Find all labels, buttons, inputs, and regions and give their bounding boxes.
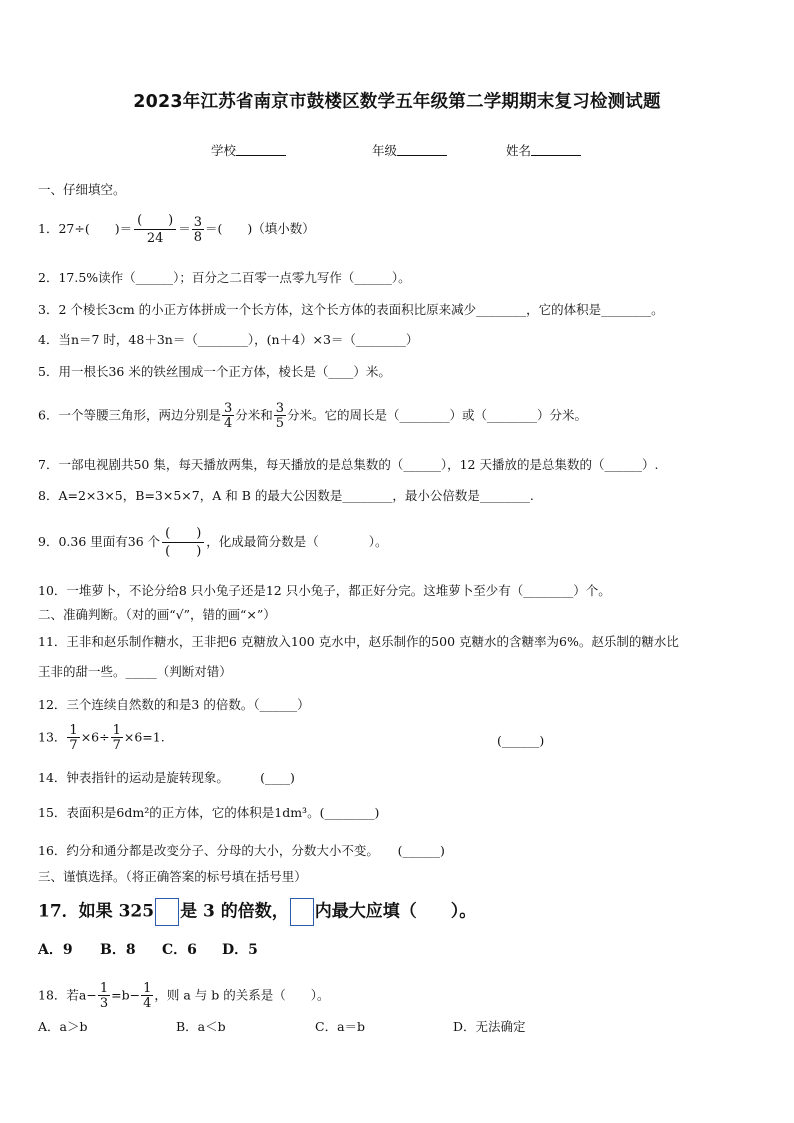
grade-field[interactable] bbox=[372, 141, 447, 159]
fraction: $\frac{1}{7}$ bbox=[112, 723, 121, 753]
question-16: 16．约分和通分都是改变分子、分母的大小，分数大小不变。 (______) bbox=[38, 843, 445, 858]
question-15: 15．表面积是6dm²的正方体，它的体积是1dm³。(________) bbox=[38, 805, 380, 820]
page-title: 2023年江苏省南京市鼓楼区数学五年级第二学期期末复习检测试题 bbox=[133, 92, 661, 112]
option-a[interactable]: A．9 bbox=[38, 942, 73, 958]
option-b[interactable]: B．8 bbox=[100, 942, 136, 958]
option-a[interactable]: A．a＞b bbox=[38, 1019, 88, 1034]
fraction: $\frac{3}{5}$ bbox=[275, 401, 285, 431]
question-12: 12．三个连续自然数的和是3 的倍数。（______） bbox=[38, 697, 310, 712]
question-6: 6．一个等腰三角形，两边分别是 $\frac{3}{4}$ 分米和 $\frac{3}{5}$ 分米。它的周长是（________）或（________）分米。 bbox=[38, 401, 588, 431]
school-label: 学校 bbox=[211, 143, 237, 158]
question-2: 2．17.5%读作（______）；百分之二百零一点零九写作（______）。 bbox=[38, 270, 411, 285]
section-heading-2: 二、准确判断。（对的画“√”，错的画“×”） bbox=[38, 607, 276, 622]
option-b[interactable]: B．a＜b bbox=[176, 1019, 226, 1034]
question-13-blank[interactable]: (______) bbox=[497, 733, 545, 748]
section-heading-3: 三、谨慎选择。（将正确答案的标号填在括号里） bbox=[38, 869, 307, 884]
question-8: 8．A=2×3×5，B=3×5×7，A 和 B 的最大公因数是________，最小公倍数是________. bbox=[38, 488, 534, 503]
question-18: 18．若a− $\frac{1}{3}$ =b− $\frac{1}{4}$ ，则 a 与 b 的关系是（ ）。 bbox=[38, 981, 330, 1011]
question-10: 10．一堆萝卜，不论分给8 只小兔子还是12 只小兔子，都正好分完。这堆萝卜至少有（________）个。 bbox=[38, 583, 611, 598]
question-9: 9．0.36 里面有36 个 $\frac{( )}{( )}$ ，化成最简分数是（ ）。 bbox=[38, 526, 388, 559]
question-11-cont: 王非的甜一些。_____（判断对错） bbox=[38, 664, 232, 679]
name-label: 姓名 bbox=[506, 143, 532, 158]
option-d[interactable]: D．5 bbox=[222, 942, 258, 958]
answer-box[interactable] bbox=[290, 898, 314, 926]
fraction: $\frac{1}{4}$ bbox=[143, 981, 152, 1011]
fraction: $\frac{( )}{24}$ bbox=[134, 214, 176, 245]
fraction: $\frac{1}{3}$ bbox=[99, 981, 109, 1011]
name-field[interactable] bbox=[506, 141, 581, 159]
question-3: 3．2 个棱长3cm 的小正方体拼成一个长方体，这个长方体的表面积比原来减少________，它的体积是________。 bbox=[38, 302, 664, 317]
option-c[interactable]: C．a＝b bbox=[315, 1019, 366, 1034]
section-heading-1: 一、仔细填空。 bbox=[38, 182, 126, 197]
grade-label: 年级 bbox=[372, 143, 398, 158]
option-d[interactable]: D．无法确定 bbox=[453, 1019, 526, 1034]
answer-box[interactable] bbox=[155, 898, 179, 926]
question-7: 7．一部电视剧共50 集，每天播放两集，每天播放的是总集数的（______），12 天播放的是总集数的（______）. bbox=[38, 457, 659, 472]
question-14: 14．钟表指针的运动是旋转现象。 (____) bbox=[38, 770, 295, 785]
question-1: 1．27÷( )＝ $\frac{( )}{24}$ ＝ $\frac{3}{8}$ ＝( )（填小数） bbox=[38, 213, 315, 246]
school-field[interactable] bbox=[211, 141, 286, 159]
fraction: $\frac{( )}{( )}$ bbox=[162, 527, 204, 558]
question-17: 17．如果 325 是 3 的倍数， 内最大应填（ ）。 bbox=[38, 898, 476, 926]
option-c[interactable]: C．6 bbox=[162, 942, 197, 958]
question-11: 11．王非和赵乐制作糖水，王非把6 克糖放入100 克水中，赵乐制作的500 克糖水的含糖率为6%。赵乐制的糖水比 bbox=[38, 634, 679, 649]
fraction: $\frac{3}{8}$ bbox=[193, 214, 203, 245]
question-4: 4．当n＝7 时，48＋3n＝（________），(n＋4）×3＝（________） bbox=[38, 332, 419, 347]
fraction: $\frac{3}{4}$ bbox=[223, 401, 233, 431]
fraction: $\frac{1}{7}$ bbox=[69, 723, 78, 753]
question-5: 5．用一根长36 米的铁丝围成一个正方体，棱长是（____）米。 bbox=[38, 364, 391, 379]
question-13: 13． $\frac{1}{7}$ ×6÷ $\frac{1}{7}$ ×6=1. bbox=[38, 723, 165, 753]
